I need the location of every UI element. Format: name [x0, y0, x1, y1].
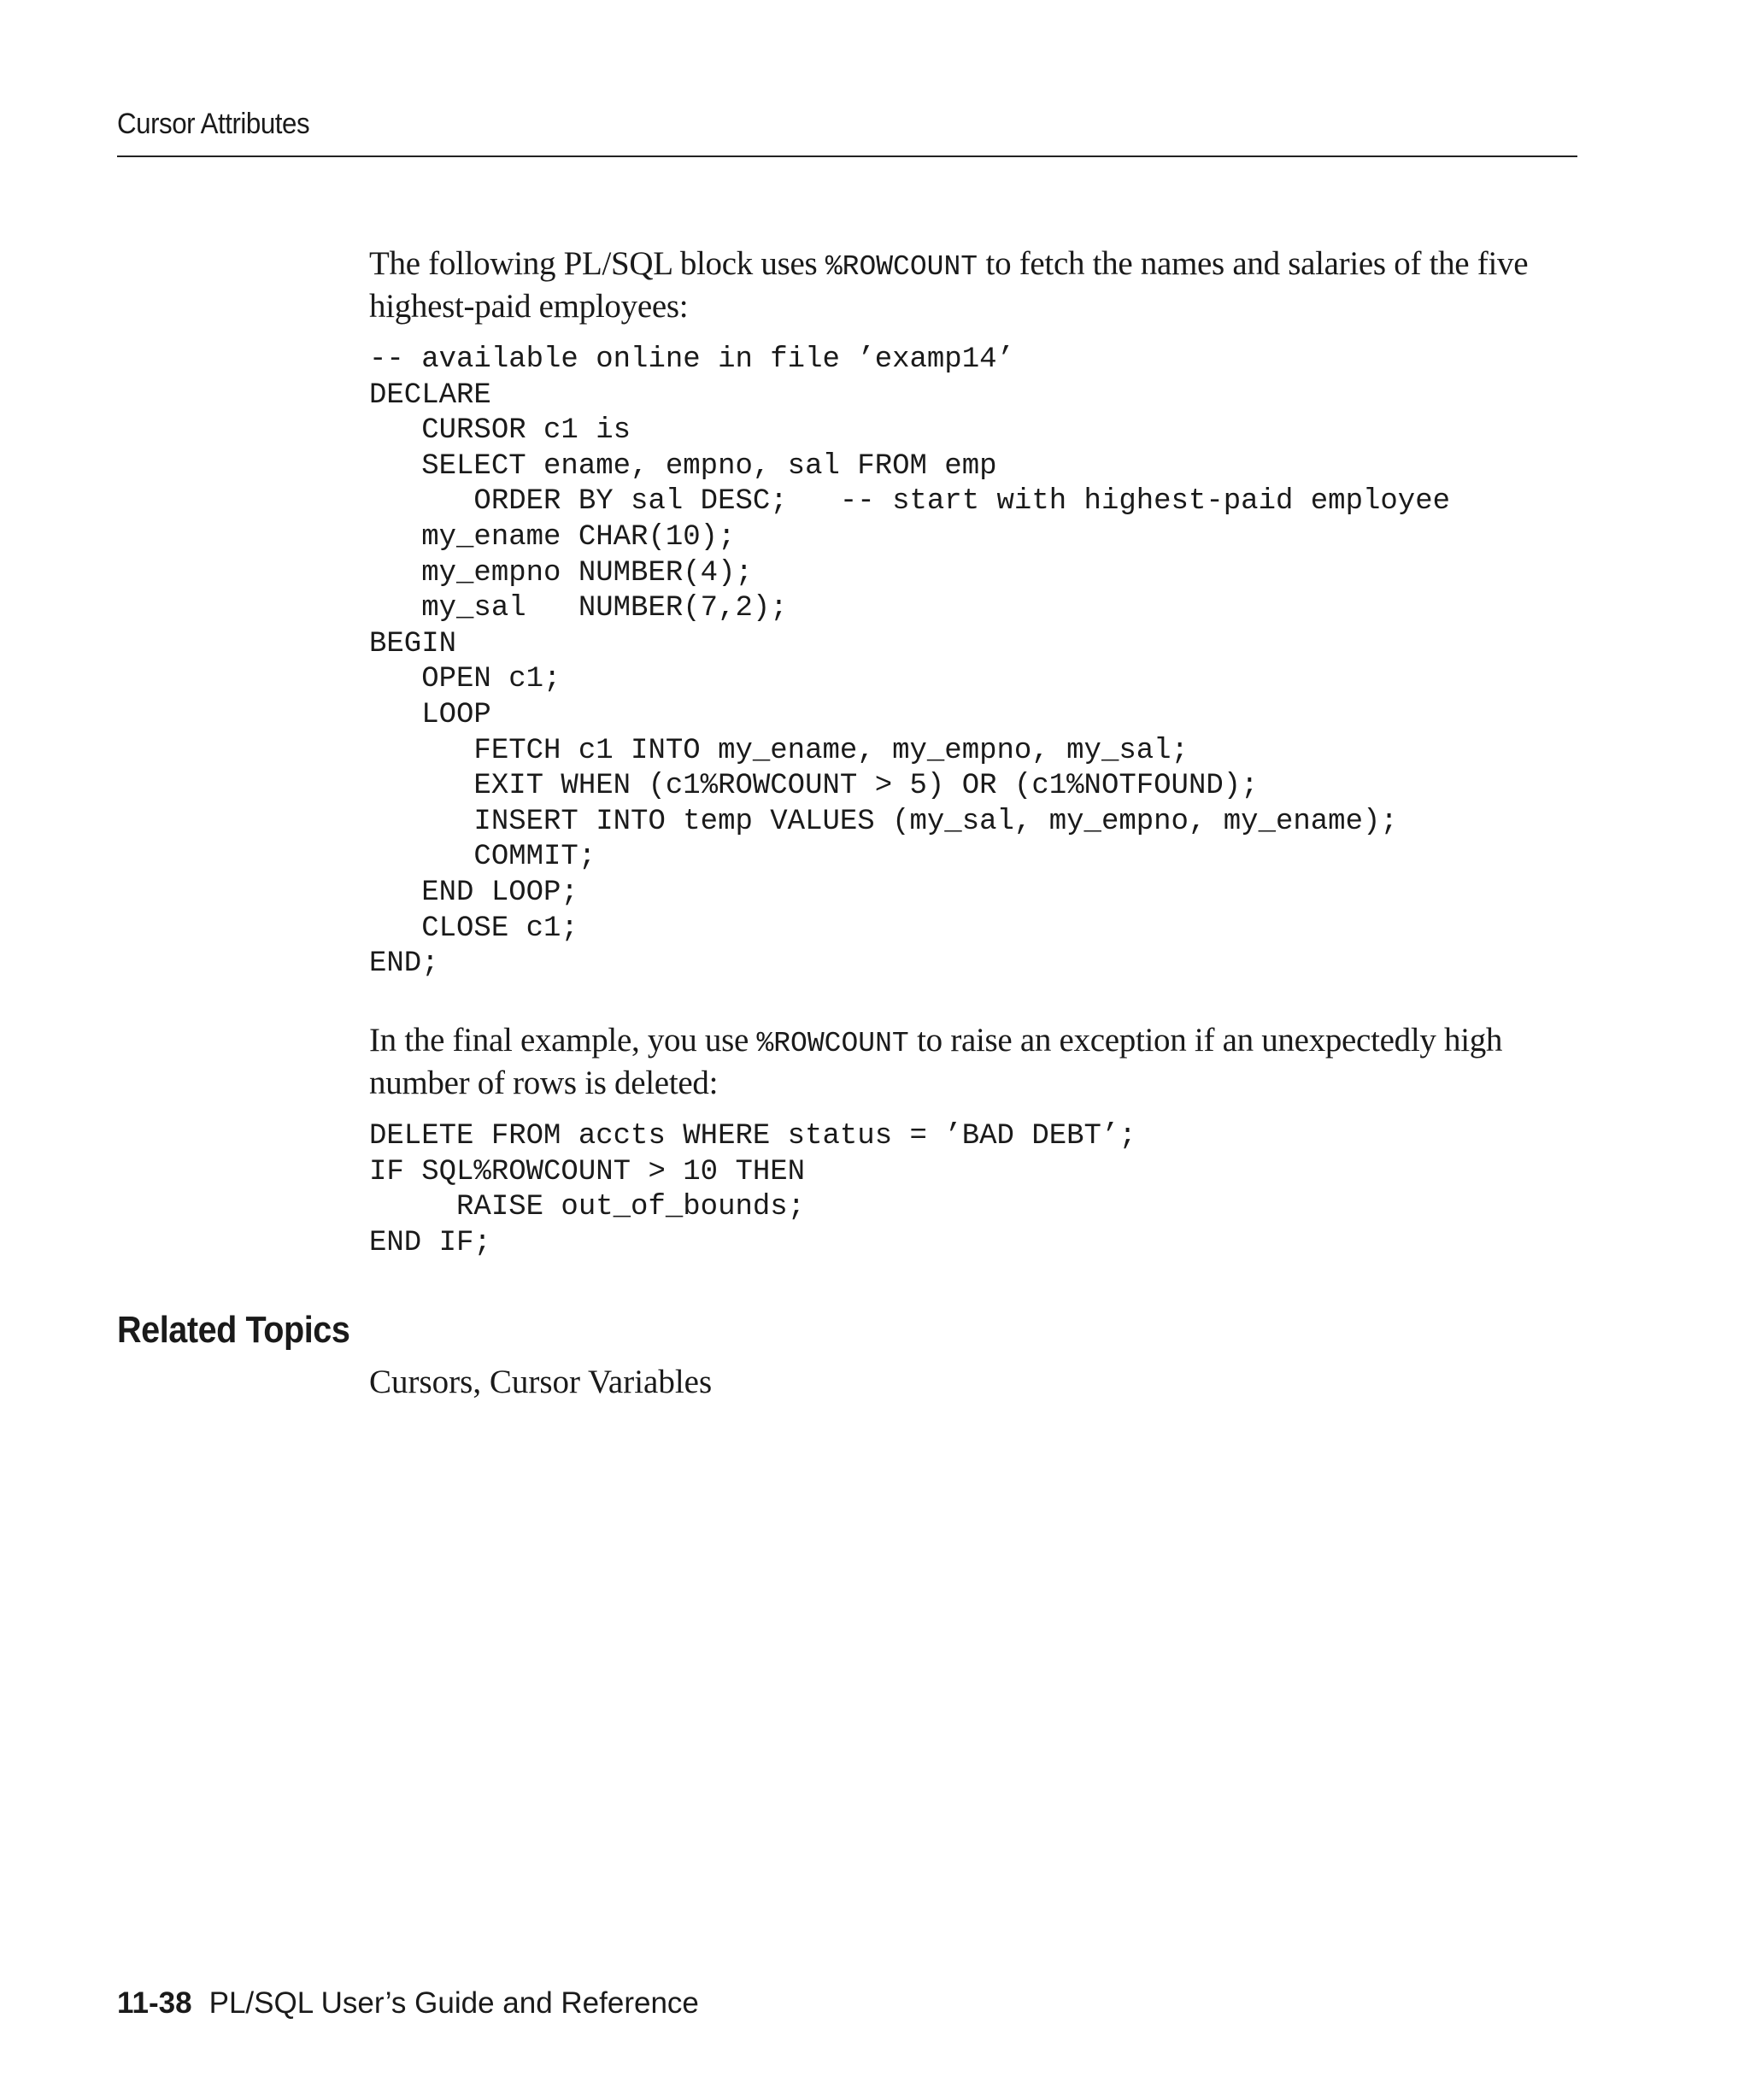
- code-line: DELETE FROM accts WHERE status = ’BAD DEBT’;: [369, 1120, 1136, 1153]
- code-line: ORDER BY sal DESC; -- start with highest-paid employee: [369, 485, 1451, 519]
- code-line: INSERT INTO temp VALUES (my_sal, my_empno, my_ename);: [369, 805, 1398, 838]
- paragraph-text: In the final example, you use: [369, 1022, 757, 1059]
- code-line: OPEN c1;: [369, 663, 561, 696]
- code-line: BEGIN: [369, 627, 457, 660]
- code-line: RAISE out_of_bounds;: [369, 1191, 806, 1224]
- code-line: LOOP: [369, 698, 491, 731]
- header-rule: [117, 155, 1577, 157]
- code-line: -- available online in file ’examp14’: [369, 343, 1014, 376]
- code-line: my_ename CHAR(10);: [369, 520, 736, 554]
- code-line: CLOSE c1;: [369, 912, 578, 945]
- code-line: DECLARE: [369, 378, 491, 412]
- page-number: 11-38: [117, 1986, 192, 2020]
- code-line: SELECT ename, empno, sal FROM emp: [369, 449, 997, 483]
- paragraph-text: The following PL/SQL block uses: [369, 245, 825, 282]
- code-block-fetch-example: [369, 343, 1450, 983]
- running-header: Cursor Attributes: [117, 108, 310, 140]
- code-line: my_empno NUMBER(4);: [369, 556, 753, 590]
- code-line: END IF;: [369, 1226, 491, 1259]
- code-line: CURSOR c1 is: [369, 414, 631, 448]
- code-line: IF SQL%ROWCOUNT > 10 THEN: [369, 1155, 806, 1188]
- code-line: END;: [369, 947, 439, 981]
- related-topics-list: Cursors, Cursor Variables: [369, 1364, 713, 1400]
- code-line: END LOOP;: [369, 876, 578, 909]
- related-topics-heading: Related Topics: [117, 1309, 350, 1351]
- page-footer: [117, 1986, 699, 2021]
- code-line: COMMIT;: [369, 841, 596, 874]
- paragraph-rowcount-exception: [369, 1021, 1583, 1103]
- inline-code: %ROWCOUNT: [825, 251, 978, 283]
- book-title: PL/SQL User’s Guide and Reference: [208, 1986, 699, 2020]
- paragraph-text: to fetch the names and salaries of the five highest-paid employees:: [369, 245, 1529, 325]
- code-block-delete-example: [369, 1119, 1136, 1261]
- code-line: FETCH c1 INTO my_ename, my_empno, my_sal;: [369, 734, 1189, 767]
- code-line: EXIT WHEN (c1%ROWCOUNT > 5) OR (c1%NOTFOUND);: [369, 770, 1259, 803]
- paragraph-text: to raise an exception if an unexpectedly high number of rows is deleted:: [369, 1022, 1503, 1101]
- inline-code: %ROWCOUNT: [756, 1028, 909, 1059]
- paragraph-rowcount-intro: [369, 244, 1583, 326]
- code-line: my_sal NUMBER(7,2);: [369, 592, 788, 625]
